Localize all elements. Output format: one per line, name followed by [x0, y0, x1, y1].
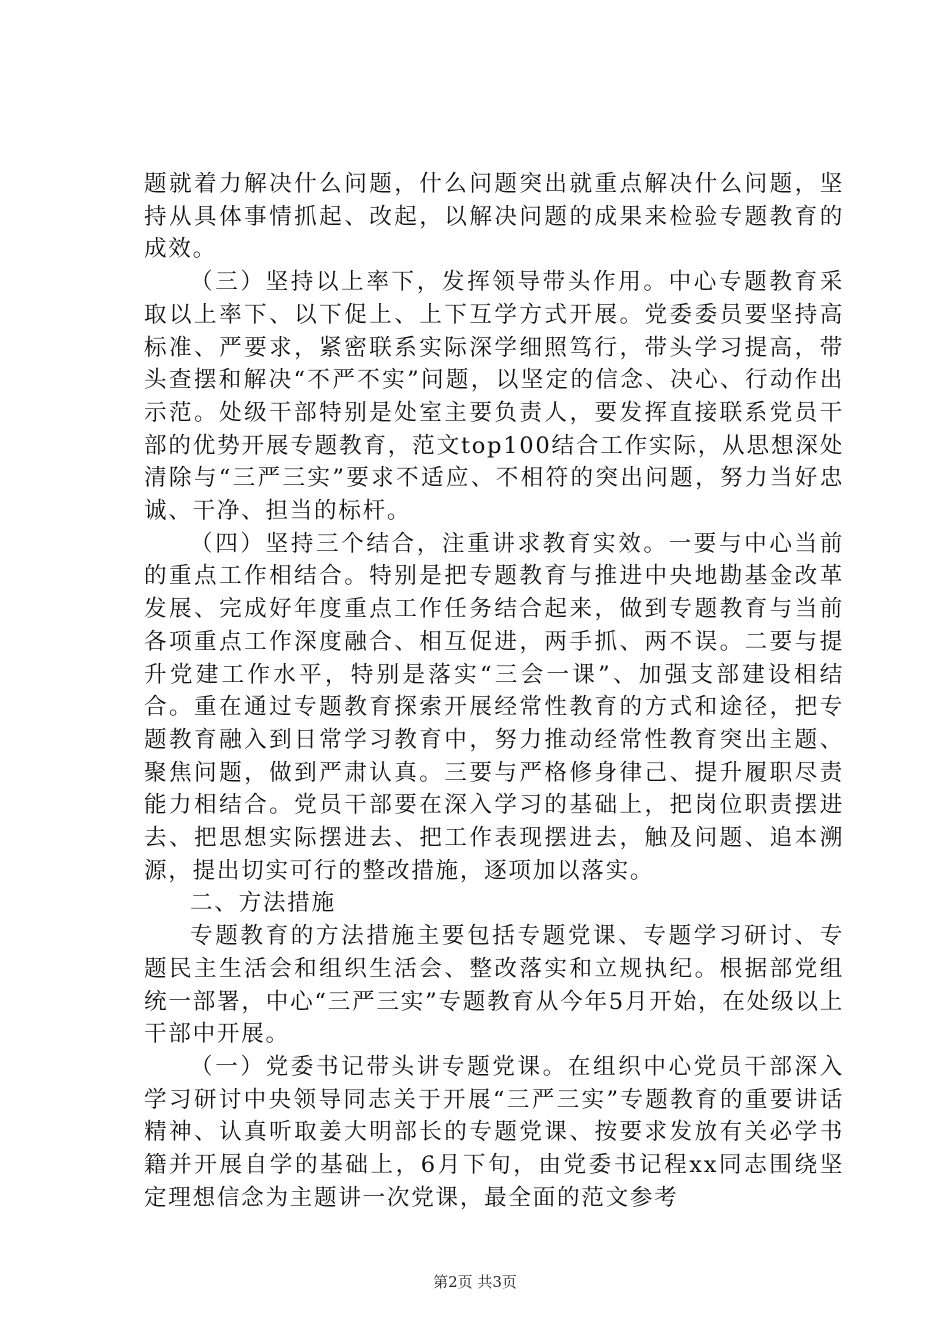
paragraph-section-four: （四）坚持三个结合，注重讲求教育实效。一要与中心当前的重点工作相结合。特别是把专题教育与推进中央地勘基金改革发展、完成好年度重点工作任务结合起来，做到专题教育与当前各项重点工作深度融合、相互促进，两手抓、两不误。二要与提升党建工作水平，特别是落实“三会一课”、加强支部建设相结合。重在通过专题教育探索开展经常性教育的方式和途径，把专题教育融入到日常学习教育中，努力推动经常性教育突出主题、聚焦问题，做到严肃认真。三要与严格修身律己、提升履职尽责能力相结合。党员干部要在深入学习的基础上，把岗位职责摆进去、把思想实际摆进去、把工作表现摆进去，触及问题、追本溯源，提出切实可行的整改措施，逐项加以落实。	[144, 530, 844, 884]
paragraph-continuation: 题就着力解决什么问题，什么问题突出就重点解决什么问题，坚持从具体事情抓起、改起，以解决问题的成果来检验专题教育的成效。	[144, 171, 844, 263]
document-body	[144, 168, 844, 1215]
paragraph-methods-one: （一）党委书记带头讲专题党课。在组织中心党员干部深入学习研讨中央领导同志关于开展“三严三实”专题教育的重要讲话精神、认真听取姜大明部长的专题党课、按要求发放有关必学书籍并开展自学的基础上，6月下旬，由党委书记程xx同志围绕坚定理想信念为主题讲一次党课，最全面的范文参考	[144, 1053, 844, 1211]
paragraph-methods-intro: 专题教育的方法措施主要包括专题党课、专题学习研讨、专题民主生活会和组织生活会、整改落实和立规执纪。根据部党组统一部署，中心“三严三实”专题教育从今年5月开始，在处级以上干部中开展。	[144, 923, 844, 1048]
section-heading-methods: 二、方法措施	[190, 890, 336, 917]
page-number-footer: 第2页 共3页	[433, 1273, 517, 1291]
paragraph-section-three: （三）坚持以上率下，发挥领导带头作用。中心专题教育采取以上率下、以下促上、上下互学方式开展。党委委员要坚持高标准、严要求，紧密联系实际深学细照笃行，带头学习提高，带头查摆和解决“不严不实”问题，以坚定的信念、决心、行动作出示范。处级干部特别是处室主要负责人，要发挥直接联系党员干部的优势开展专题教育，范文top100结合工作实际，从思想深处清除与“三严三实”要求不适应、不相符的突出问题，努力当好忠诚、干净、担当的标杆。	[144, 269, 844, 525]
